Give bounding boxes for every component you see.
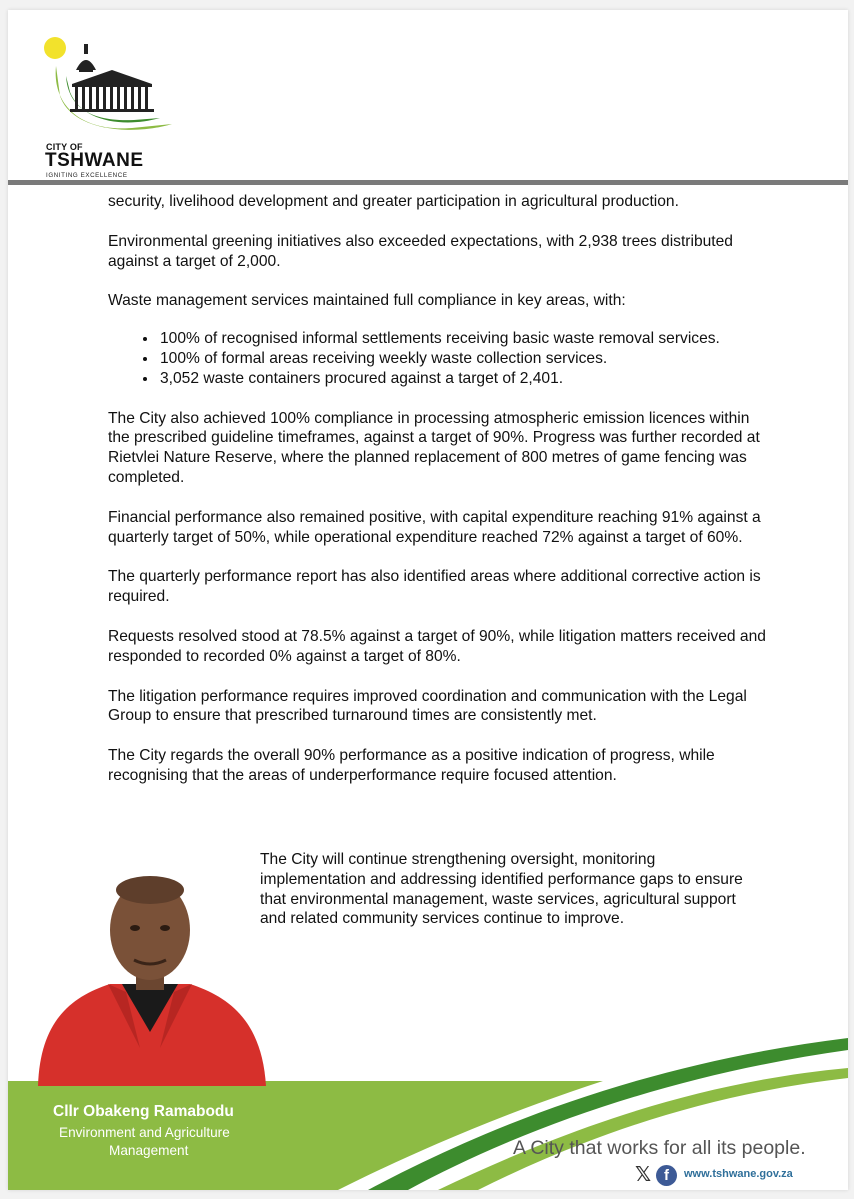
logo-name-text: TSHWANE bbox=[45, 150, 144, 171]
councillor-portrait bbox=[30, 872, 270, 1086]
logo-tagline: IGNITING EXCELLENCE bbox=[46, 172, 128, 179]
paragraph-9: The City regards the overall 90% performance as a positive indication of progress, while recognising that the areas of underperformance require focused attention. bbox=[108, 747, 715, 784]
paragraph-2: Environmental greening initiatives also exceeded expectations, with 2,938 trees distributed against a target of 2,000. bbox=[108, 232, 733, 270]
paragraph-7: Requests resolved stood at 78.5% against a target of 90%, while litigation matters received and responded to recorded 0% against a target of 80%. bbox=[108, 627, 766, 665]
city-slogan: A City that works for all its people. bbox=[513, 1137, 806, 1159]
list-item: • 100% of recognised informal settlements receiving basic waste removal services. bbox=[158, 329, 768, 349]
councillor-role-line1: Environment and Agriculture bbox=[59, 1125, 230, 1140]
councillor-role-line2: Management bbox=[109, 1143, 189, 1158]
x-twitter-icon[interactable]: 𝕏 bbox=[635, 1164, 652, 1186]
councillor-name: Cllr Obakeng Ramabodu bbox=[53, 1103, 234, 1120]
website-link[interactable]: www.tshwane.gov.za bbox=[684, 1168, 793, 1180]
paragraph-4: The City also achieved 100% compliance in processing atmospheric emission licences within the prescribed guideline timeframes, against a target of 90%. Progress was further recorded at Rietvlei Nature Reserve, where the planned replacement of 800 metres of game fencing was completed. bbox=[108, 409, 760, 486]
paragraph-3: Waste management services maintained full compliance in key areas, with: bbox=[108, 292, 626, 310]
paragraph-5: Financial performance also remained positive, with capital expenditure reaching 91% against a quarterly target of 50%, while operational expenditure reached 72% against a target of 60%. bbox=[108, 508, 761, 546]
logo-city-text: CITY OF bbox=[46, 142, 83, 152]
document-page bbox=[8, 10, 848, 1190]
paragraph-1: security, livelihood development and greater participation in agricultural production. bbox=[108, 193, 679, 210]
list-item: • 3,052 waste containers procured against a target of 2,401. bbox=[158, 369, 768, 389]
facebook-icon[interactable]: f bbox=[656, 1165, 677, 1186]
paragraph-8: The litigation performance requires improved coordination and communication with the Legal Group to ensure that prescribed turnaround times are consistently met. bbox=[108, 687, 747, 725]
closing-paragraph: The City will continue strengthening oversight, monitoring implementation and addressing identified performance gaps to ensure that environmental management, waste services, agricultural support and related community services continue to improve. bbox=[260, 851, 743, 928]
list-item: • 100% of formal areas receiving weekly waste collection services. bbox=[158, 349, 768, 369]
paragraph-6: The quarterly performance report has also identified areas where additional corrective action is required. bbox=[108, 568, 761, 606]
